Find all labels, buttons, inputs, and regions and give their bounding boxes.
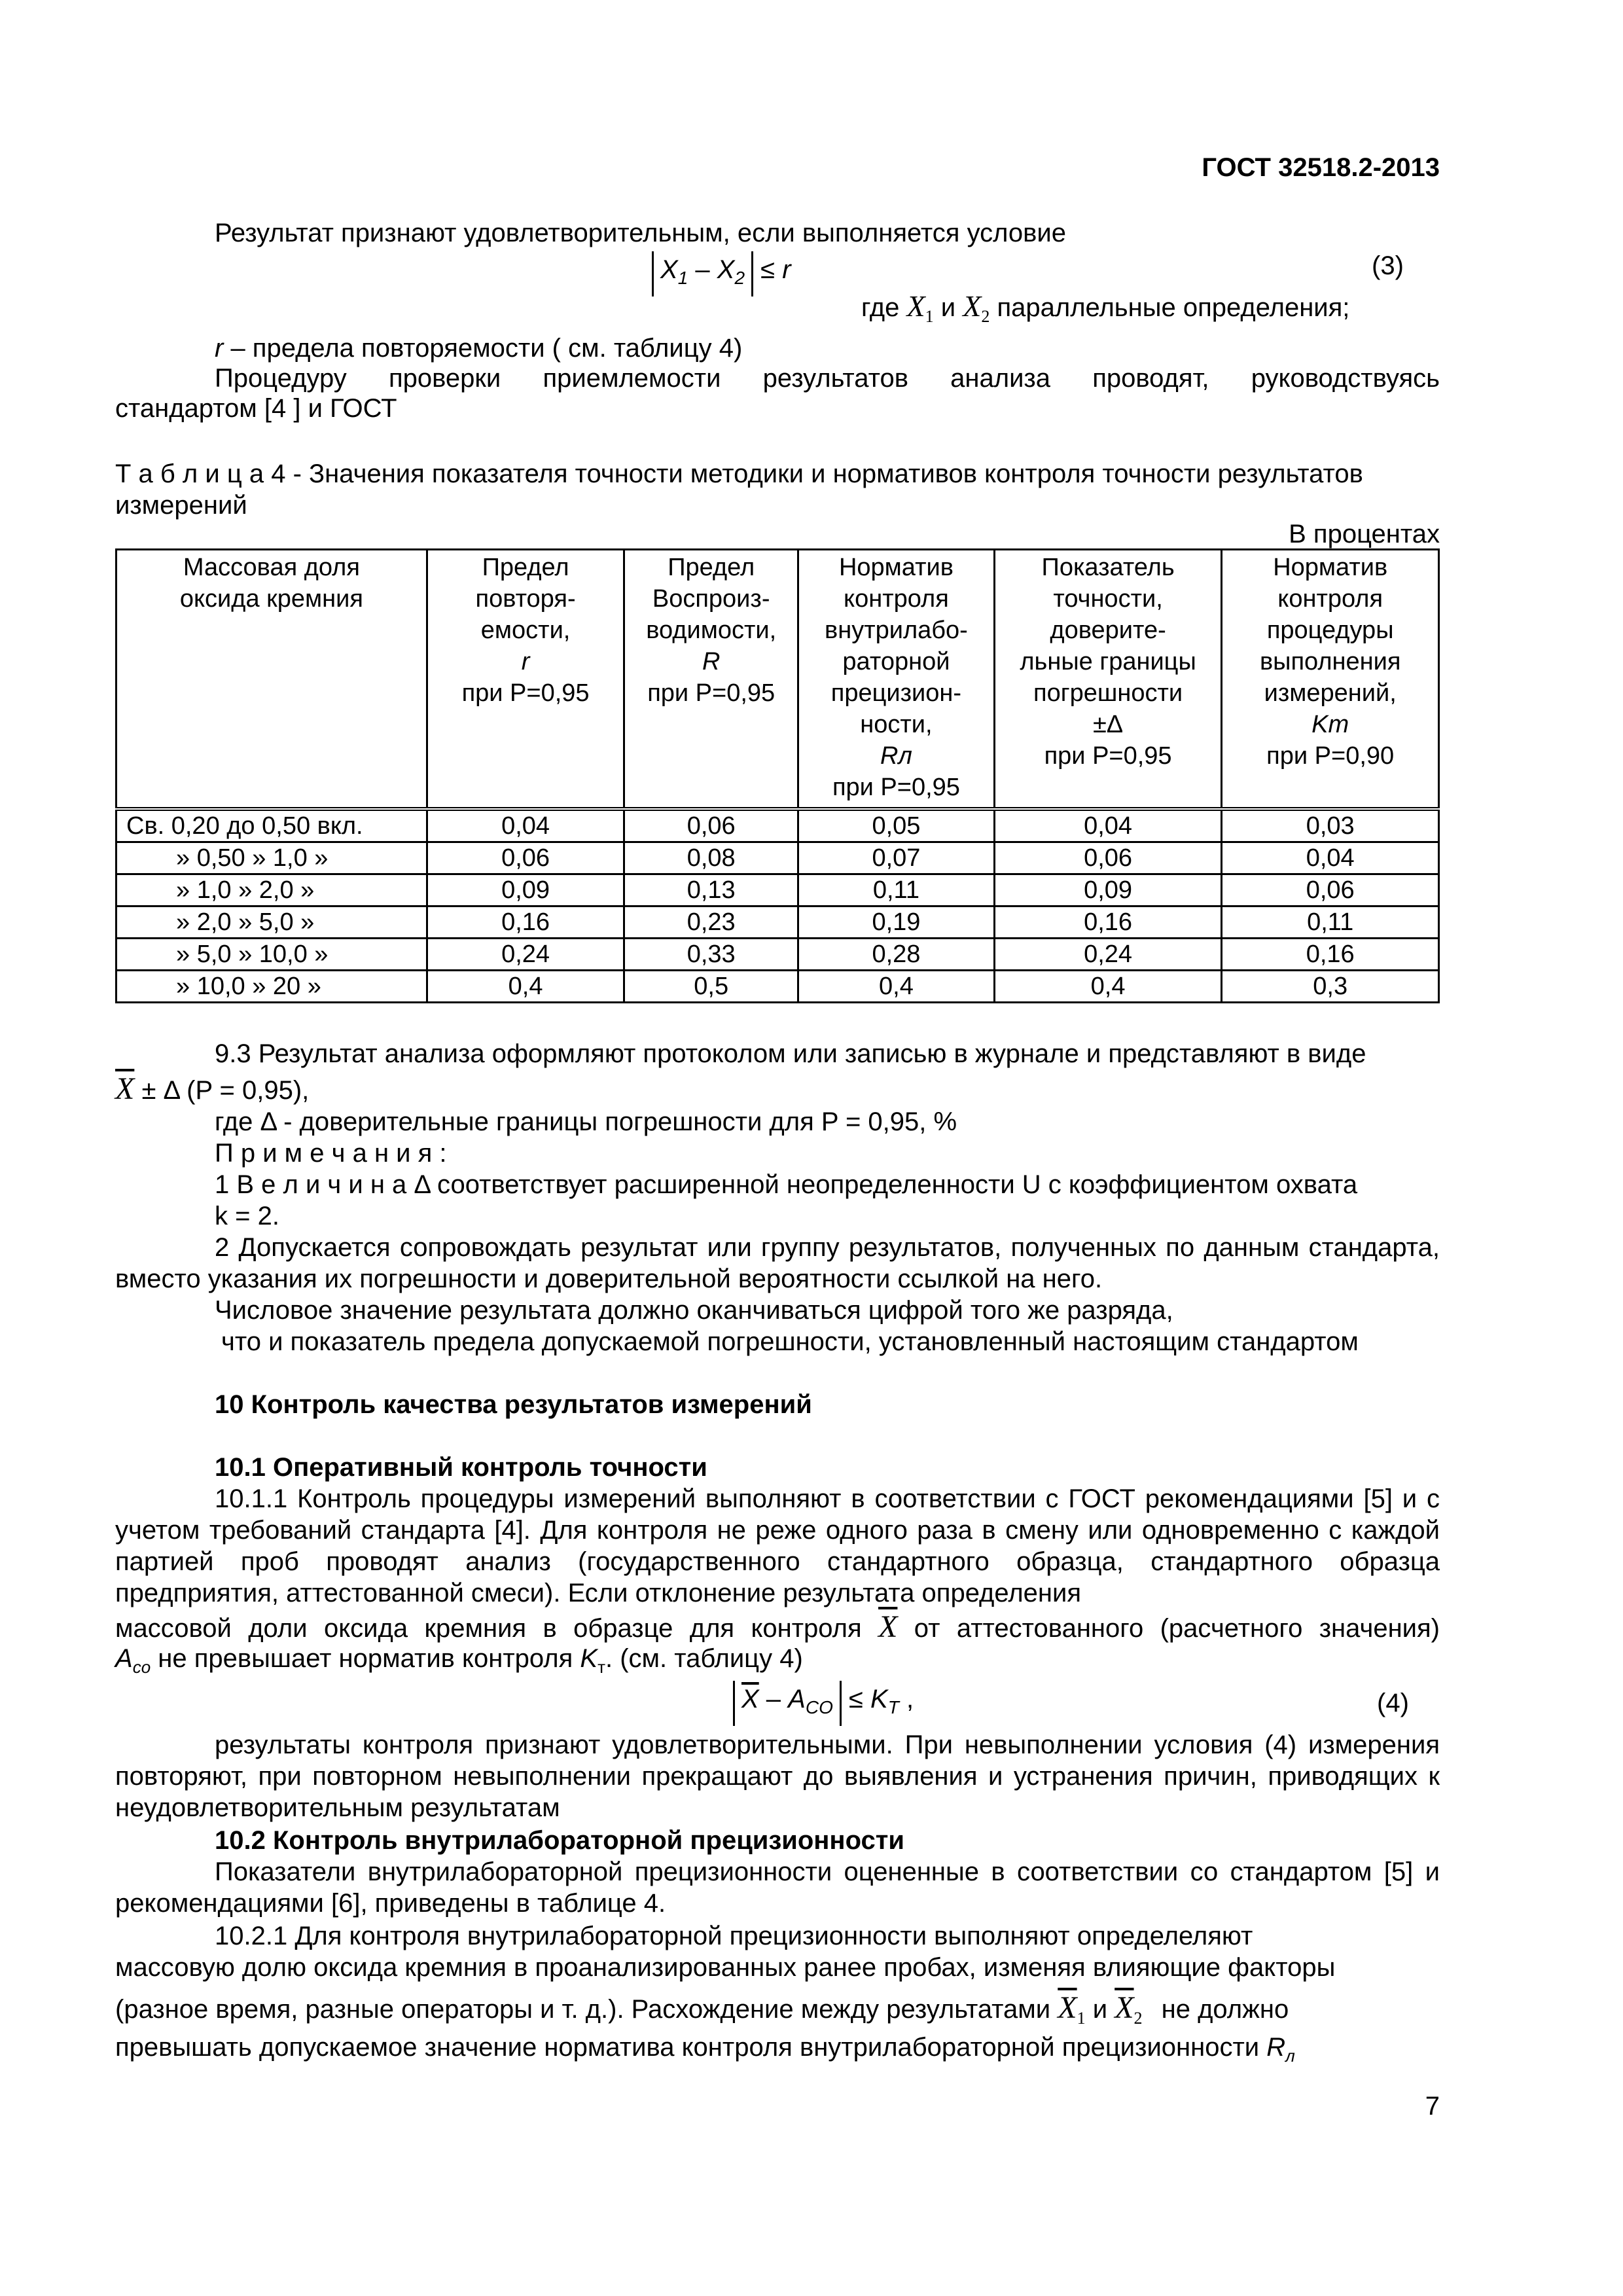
note-2: 2 Допускается сопровождать результат или группу результатов, полученных по данным стандарта, вместо указания их погрешности и доверительной вероятности ссылкой на него. — [115, 1233, 1440, 1293]
header-procedure-control: Норматив контроля процедуры выполнения измерений, Km при P=0,90 — [1222, 550, 1439, 810]
formula-3-number: (3) — [1372, 251, 1404, 280]
section-10-1-1-acontrol: $A_{co}$ не превышает норматив контроля $K_т$. (см. таблицу 4) — [115, 1644, 803, 1677]
table-cell: 0,13 — [624, 874, 798, 906]
header-intralab-precision: Норматив контроля внутрилабо- раторной прецизион- ности, Rл при P=0,95 — [798, 550, 995, 810]
table-4 — [115, 548, 1440, 1003]
table-row — [116, 906, 1439, 939]
section-10-1-1-line: массовой доли оксида кремния в образце для контроля $\overline{X}$ от аттестованного (расчетного значения) — [115, 1609, 1440, 1644]
table-cell: 0,04 — [994, 809, 1222, 842]
table-cell: 0,07 — [798, 842, 995, 874]
table-cell: » 5,0 » 10,0 » — [116, 939, 427, 971]
section-9-3-line3: где Δ - доверительные границы погрешности для P = 0,95, % — [215, 1107, 957, 1136]
table-cell: 0,09 — [994, 874, 1222, 906]
table-cell: » 0,50 » 1,0 » — [116, 842, 427, 874]
table-row — [116, 971, 1439, 1003]
table-cell: 0,23 — [624, 906, 798, 939]
formula-4: $\overline{X} - A_{CO} \le K_T$ , — [733, 1681, 914, 1726]
numeric-value-2: что и показатель предела допускаемой погрешности, установленный настоящим стандартом — [221, 1327, 1359, 1356]
table-cell: 0,28 — [798, 939, 995, 971]
table-row — [116, 809, 1439, 842]
table-cell: 0,16 — [427, 906, 624, 939]
table-cell: 0,11 — [798, 874, 995, 906]
table-cell: 0,04 — [427, 809, 624, 842]
table-cell: 0,16 — [1222, 939, 1439, 971]
header-mass-fraction: Массовая доля оксида кремния — [116, 550, 427, 810]
table-cell: 0,06 — [1222, 874, 1439, 906]
table-cell: 0,04 — [1222, 842, 1439, 874]
table-cell: » 2,0 » 5,0 » — [116, 906, 427, 939]
table-cell: 0,4 — [427, 971, 624, 1003]
section-10-2-text: Показатели внутрилабораторной прецизионности оцененные в соответствии со стандартом [5] и рекомендациями [6], приведены в таблице 4. — [115, 1857, 1440, 1918]
header-reproducibility: Предел Воспроиз- водимости, R при P=0,95 — [624, 550, 798, 810]
table-cell: Св. 0,20 до 0,50 вкл. — [116, 809, 427, 842]
table-cell: 0,33 — [624, 939, 798, 971]
section-9-3-line2: $\overline{X} \pm \Delta$ (P = 0,95), — [115, 1071, 310, 1106]
section-10-2-1-line3: (разное время, разные операторы и т. д.). Расхождение между результатами $\overline{X}_1$ и $\overline{X}_2$ не должно — [115, 1990, 1289, 2028]
table-cell: 0,24 — [427, 939, 624, 971]
table-cell: 0,4 — [994, 971, 1222, 1003]
table-cell: 0,5 — [624, 971, 798, 1003]
table-cell: 0,09 — [427, 874, 624, 906]
formula-4-number: (4) — [1377, 1689, 1409, 1717]
table-cell: 0,08 — [624, 842, 798, 874]
notes-label: П р и м е ч а н и я : — [215, 1139, 447, 1168]
section-9-3-line1: 9.3 Результат анализа оформляют протоколом или записью в журнале и представляют в виде — [215, 1039, 1366, 1068]
table-cell: » 1,0 » 2,0 » — [116, 874, 427, 906]
note-1-cont: k = 2. — [215, 1202, 279, 1230]
section-10-1-1-result: результаты контроля признают удовлетворительными. При невыполнении условия (4) измерения повторяют, при повторном невыполнении прекращают до выявления и устранения причин, приводящих к неудовлетворительным результатам — [115, 1731, 1440, 1822]
table-cell: 0,06 — [624, 809, 798, 842]
table-cell: 0,03 — [1222, 809, 1439, 842]
section-10-title: 10 Контроль качества результатов измерений — [215, 1390, 812, 1419]
table-cell: 0,16 — [994, 906, 1222, 939]
section-10-1-title: 10.1 Оперативный контроль точности — [215, 1453, 707, 1482]
note-1: 1 В е л и ч и н а Δ соответствует расширенной неопределенности U с коэффициентом охвата — [215, 1170, 1358, 1199]
section-10-2-1-line1: 10.2.1 Для контроля внутрилабораторной прецизионности выполняют определеляют — [215, 1922, 1253, 1950]
page-number: 7 — [1425, 2092, 1440, 2121]
table-cell: 0,11 — [1222, 906, 1439, 939]
section-10-1-1-text: 10.1.1 Контроль процедуры измерений выполняют в соответствии с ГОСТ рекомендациями [5] и с учетом требований стандарта [4]. Для контроля не реже одного раза в смену или одновременно с каждой партией проб проводят анализ (государственного стандартного образца, стандартного образца предприятия, аттестованной смеси). Если отклонение результата определения — [115, 1484, 1440, 1607]
section-10-2-1-line4: превышать допускаемое значение норматива контроля внутрилабораторной прецизионности $R_л$ — [115, 2033, 1295, 2066]
intro-line: Результат признают удовлетворительным, если выполняется условие — [215, 219, 1066, 247]
table-cell: 0,05 — [798, 809, 995, 842]
header-repeatability: Предел повторя- емости, r при P=0,95 — [427, 550, 624, 810]
header-accuracy-indicator: Показатель точности, доверите- льные границы погрешности ±Δ при P=0,95 — [994, 550, 1222, 810]
table-row — [116, 874, 1439, 906]
table-row — [116, 939, 1439, 971]
procedure-line-2: стандартом [4 ] и ГОСТ — [115, 394, 397, 423]
table-cell: 0,06 — [994, 842, 1222, 874]
table-units: В процентах — [1289, 520, 1440, 548]
table-row — [116, 842, 1439, 874]
numeric-value-1: Числовое значение результата должно оканчиваться цифрой того же разряда, — [215, 1296, 1173, 1325]
document-id: ГОСТ 32518.2-2013 — [1202, 153, 1440, 182]
section-10-2-title: 10.2 Контроль внутрилабораторной прецизионности — [215, 1826, 904, 1855]
table-cell: » 10,0 » 20 » — [116, 971, 427, 1003]
table-cell: 0,06 — [427, 842, 624, 874]
table-cell: 0,3 — [1222, 971, 1439, 1003]
table-header-row — [116, 550, 1439, 810]
table-caption: Т а б л и ц а 4 - Значения показателя точности методики и нормативов контроля точности результатов измерений — [115, 459, 1363, 520]
formula-3: $X_1 - X_2 \le r$ — [652, 251, 791, 296]
table-cell: 0,4 — [798, 971, 995, 1003]
table-cell: 0,19 — [798, 906, 995, 939]
section-10-2-1-line2: массовую долю оксида кремния в проанализированных ранее пробах, изменяя влияющие факторы — [115, 1953, 1336, 1982]
procedure-line-1: Процедуру проверки приемлемости результатов анализа проводят, руководствуясь — [215, 364, 1440, 393]
where-parallel: где $X_1$ и $X_2$ параллельные определения; — [861, 289, 1350, 326]
r-definition: r – предела повторяемости ( см. таблицу 4) — [215, 334, 743, 363]
table-cell: 0,24 — [994, 939, 1222, 971]
